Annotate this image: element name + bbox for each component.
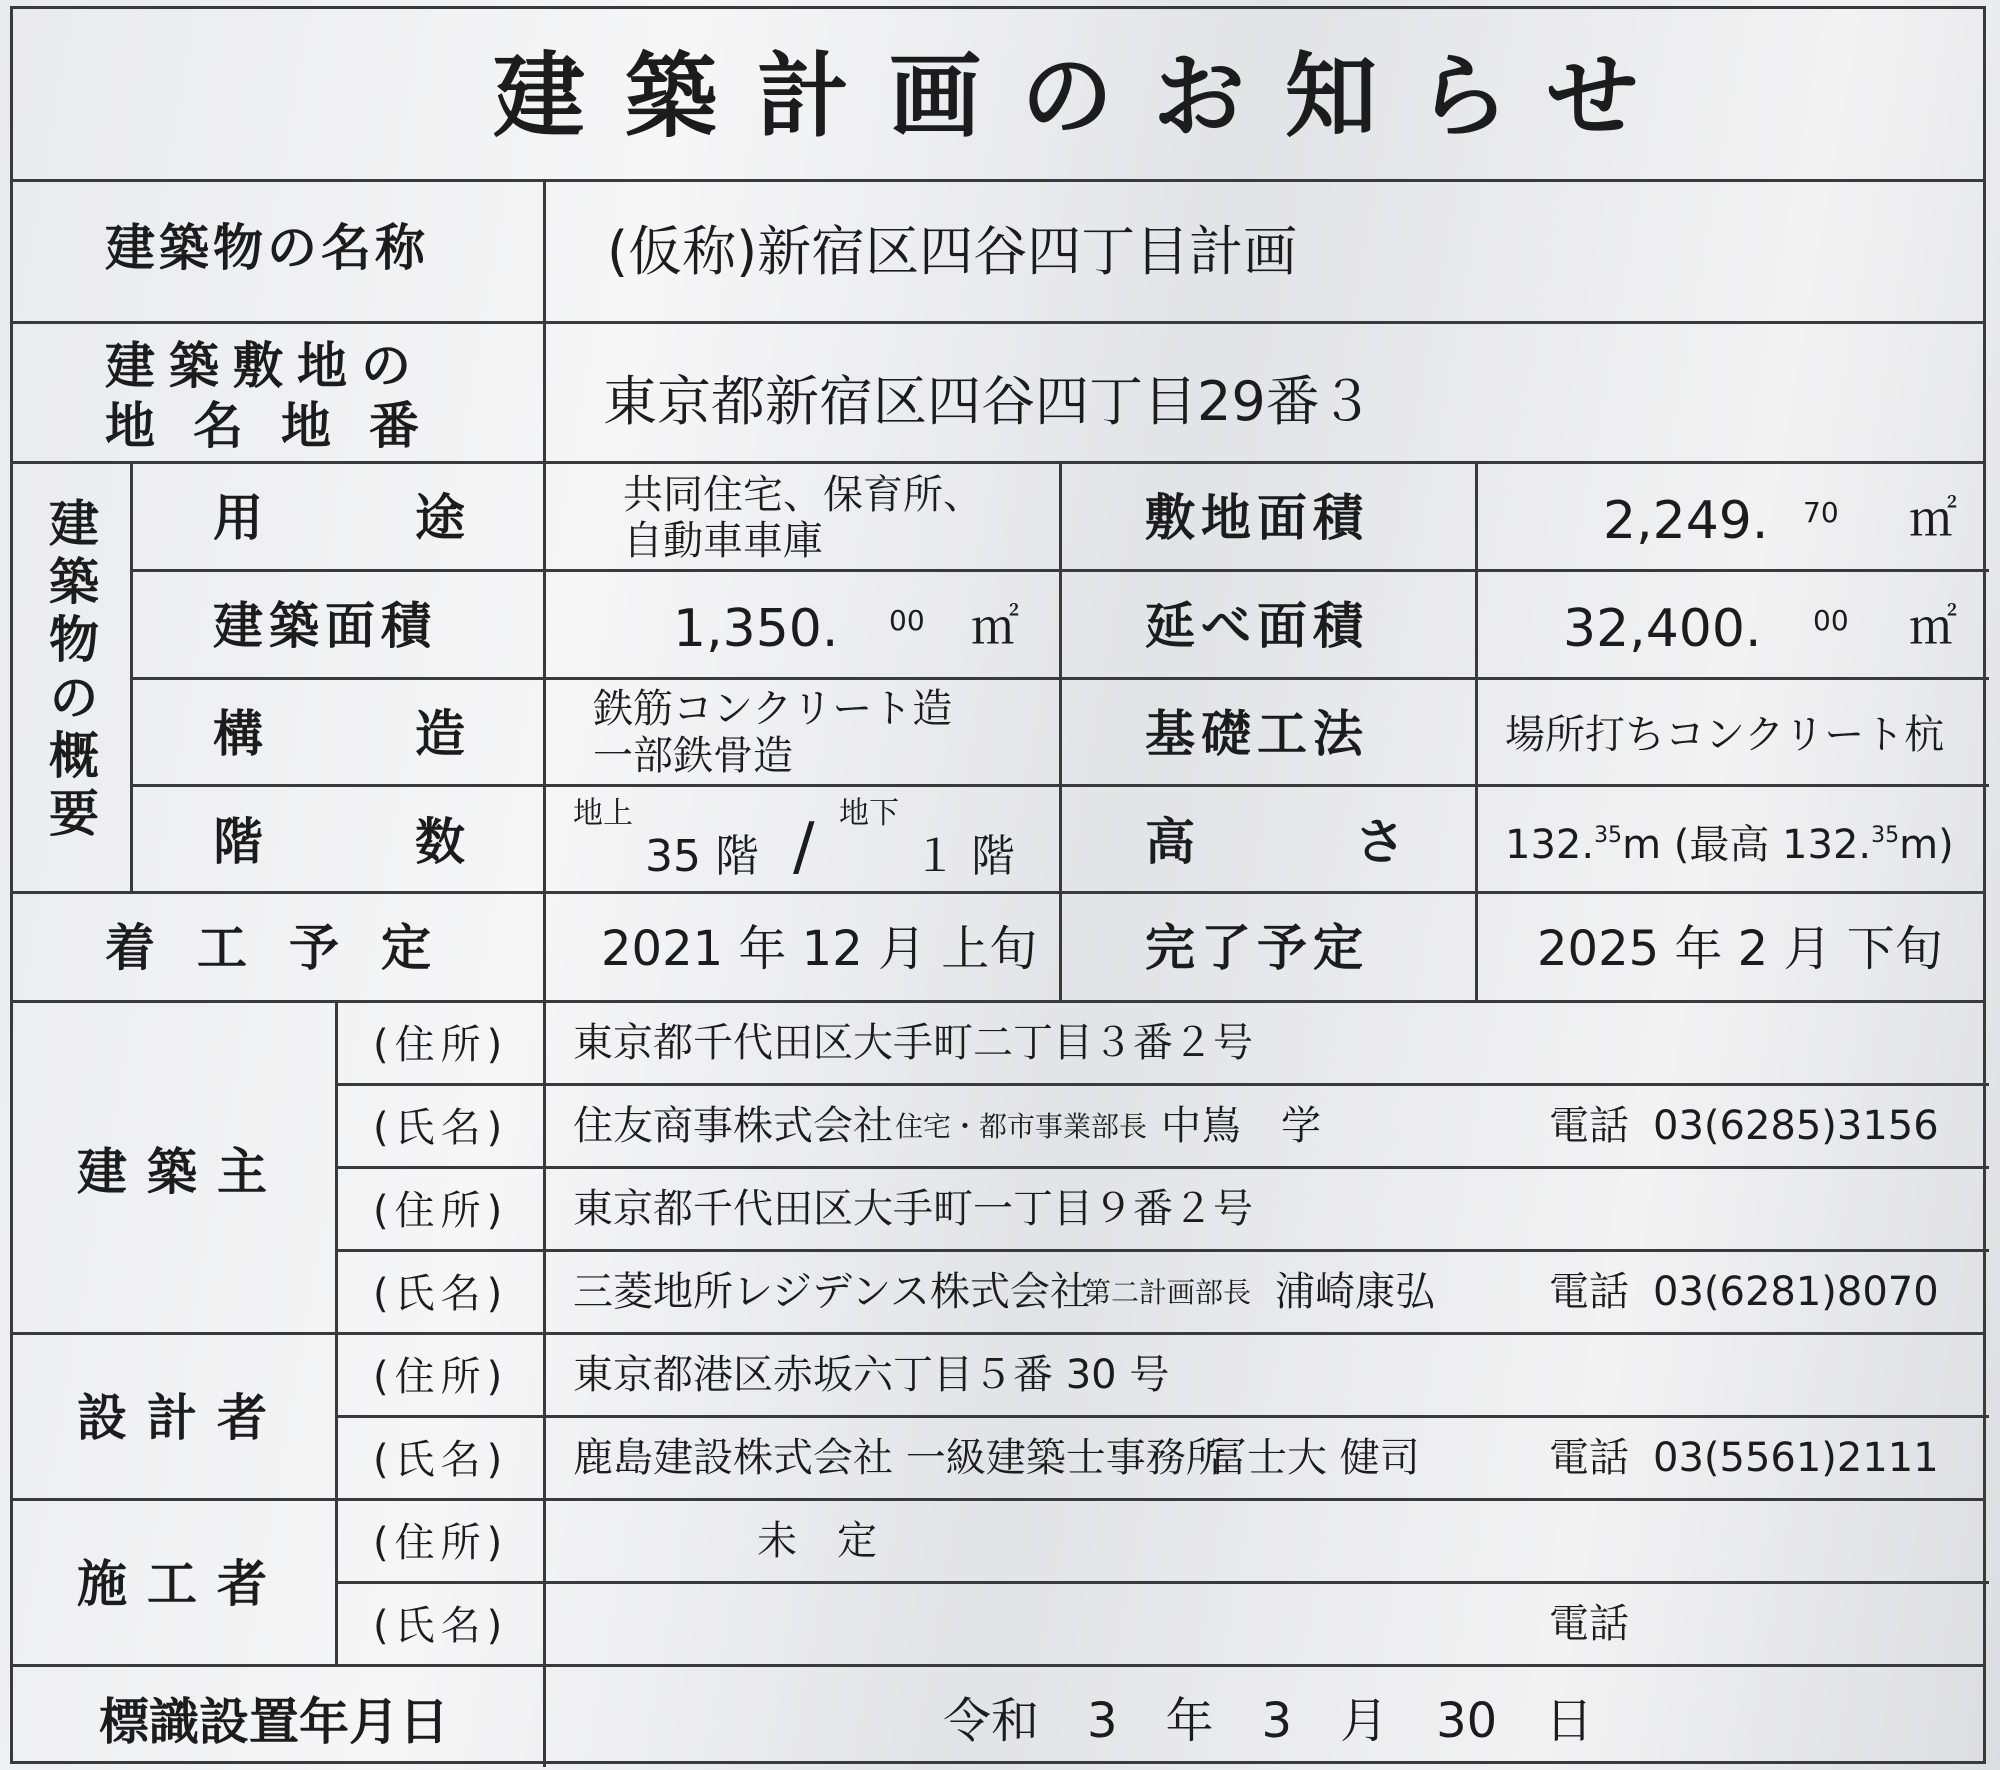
divider — [335, 1249, 1989, 1252]
floors-below-value: １ 階 — [913, 831, 1015, 882]
divider — [1059, 461, 1062, 1000]
total-floor-area-value: 32,400. — [1563, 599, 1762, 659]
owner-label: 建築主 — [77, 1143, 287, 1201]
floors-below-label: 地下 — [839, 796, 899, 831]
divider — [13, 1664, 1983, 1667]
divider — [13, 179, 1983, 182]
use-label-b: 途 — [415, 489, 465, 547]
height-label-a: 高 — [1145, 813, 1195, 871]
height-value-mid: m (最高 132. — [1622, 822, 1872, 868]
height-value-main: 132. — [1505, 822, 1595, 868]
divider — [335, 1581, 1989, 1584]
designer-row-key: (氏名) — [373, 1437, 509, 1483]
posted-label: 標識設置年月日 — [99, 1693, 449, 1751]
structure-value-line1: 鉄筋コンクリート造 — [593, 686, 953, 732]
height-value — [1505, 822, 1954, 868]
total-floor-area-decimal: 00 — [1813, 604, 1849, 637]
floors-slash: / — [793, 810, 815, 884]
owner-row-tel-label: 電話 — [1549, 1269, 1629, 1315]
contractor-row-key: (住所) — [373, 1520, 509, 1566]
owner-row-person: 中嶌 学 — [1161, 1103, 1321, 1149]
designer-row-person: 冨士大 健司 — [1207, 1435, 1420, 1481]
divider — [335, 1083, 1989, 1086]
contractor-label: 施工者 — [77, 1555, 287, 1613]
use-value-line2: 自動車車庫 — [623, 518, 823, 564]
contractor-row-tel-label: 電話 — [1549, 1601, 1629, 1647]
contractor-row-key: (氏名) — [373, 1603, 509, 1649]
total-floor-area-unit: ㎡ — [1909, 599, 1958, 655]
completion-value: 2025 年 2 月 下旬 — [1537, 921, 1943, 977]
building-name-label: 建築物の名称 — [105, 219, 429, 277]
owner-row-value: 三菱地所レジデンス株式会社 — [573, 1269, 1090, 1315]
building-area-value: 1,350. — [673, 599, 839, 659]
floors-above-label: 地上 — [573, 796, 633, 831]
site-label-line1: 建築敷地の — [105, 337, 425, 395]
building-area-label: 建築面積 — [213, 597, 437, 655]
owner-row-tel: 03(6281)8070 — [1653, 1269, 1939, 1315]
owner-row-role: 第二計画部長 — [1083, 1276, 1252, 1309]
site-value: 東京都新宿区四谷四丁目29番３ — [603, 370, 1374, 433]
building-area-decimal: 00 — [889, 604, 925, 637]
owner-row-key: (氏名) — [373, 1271, 509, 1317]
overview-side-label: 建築物の概要 — [41, 497, 99, 845]
site-area-value: 2,249. — [1603, 491, 1769, 551]
foundation-label: 基礎工法 — [1145, 705, 1369, 763]
designer-row-value: 東京都港区赤坂六丁目５番 30 号 — [573, 1352, 1170, 1398]
owner-row-key: (住所) — [373, 1188, 509, 1234]
start-value: 2021 年 12 月 上旬 — [601, 921, 1038, 977]
floors-label-b: 数 — [415, 813, 465, 871]
divider — [1475, 461, 1478, 1000]
site-label-line2: 地名地番 — [105, 397, 457, 455]
designer-row-tel: 03(5561)2111 — [1653, 1435, 1939, 1481]
posted-value: 令和 3 年 3 月 30 日 — [943, 1693, 1594, 1749]
site-area-label: 敷地面積 — [1145, 489, 1369, 547]
foundation-value: 場所打ちコンクリート杭 — [1505, 712, 1945, 758]
owner-row-person: 浦崎康弘 — [1275, 1269, 1435, 1315]
divider — [130, 461, 133, 891]
completion-label: 完了予定 — [1145, 919, 1369, 977]
contractor-row-value: 未 定 — [757, 1518, 877, 1564]
owner-row-role: 住宅・都市事業部長 — [895, 1110, 1148, 1143]
building-area-unit: ㎡ — [971, 599, 1020, 655]
divider — [13, 321, 1983, 324]
total-floor-area-label: 延べ面積 — [1145, 597, 1369, 655]
owner-row-value: 住友商事株式会社 — [573, 1103, 893, 1149]
structure-label-a: 構 — [213, 705, 263, 763]
floors-label-a: 階 — [213, 813, 263, 871]
height-value-sup: 35 — [1594, 823, 1623, 848]
site-area-decimal: 70 — [1803, 496, 1839, 529]
structure-label-b: 造 — [415, 705, 465, 763]
designer-row-tel-label: 電話 — [1549, 1435, 1629, 1481]
owner-row-key: (住所) — [373, 1022, 509, 1068]
divider — [13, 1332, 1983, 1335]
use-label-a: 用 — [213, 489, 263, 547]
divider — [13, 1498, 1983, 1501]
owner-row-tel-label: 電話 — [1549, 1103, 1629, 1149]
height-value-sup2: 35 — [1871, 823, 1900, 848]
building-name-value: (仮称)新宿区四谷四丁目計画 — [607, 220, 1298, 283]
owner-row-key: (氏名) — [373, 1105, 509, 1151]
divider — [335, 1000, 338, 1664]
divider — [335, 1415, 1989, 1418]
site-area-unit: ㎡ — [1909, 491, 1958, 547]
owner-row-value: 東京都千代田区大手町二丁目３番２号 — [573, 1020, 1253, 1066]
divider — [13, 1000, 1983, 1003]
floors-above-value: 35 階 — [645, 831, 759, 882]
divider — [335, 1166, 1989, 1169]
use-value-line1: 共同住宅、保育所、 — [623, 472, 983, 518]
owner-row-value: 東京都千代田区大手町一丁目９番２号 — [573, 1186, 1253, 1232]
divider — [13, 461, 1983, 464]
start-label: 着工予定 — [105, 919, 473, 977]
owner-row-tel: 03(6285)3156 — [1653, 1103, 1939, 1149]
designer-row-key: (住所) — [373, 1354, 509, 1400]
designer-label: 設計者 — [77, 1389, 287, 1447]
structure-value-line2: 一部鉄骨造 — [593, 733, 793, 779]
height-value-end: m) — [1899, 822, 1954, 868]
notice-board — [10, 6, 1986, 1764]
designer-row-value: 鹿島建設株式会社 一級建築士事務所 — [573, 1435, 1226, 1481]
height-label-b: さ — [1355, 813, 1405, 871]
page-title: 建築計画のお知らせ — [493, 43, 1679, 150]
divider — [13, 891, 1983, 894]
divider — [543, 179, 546, 1767]
